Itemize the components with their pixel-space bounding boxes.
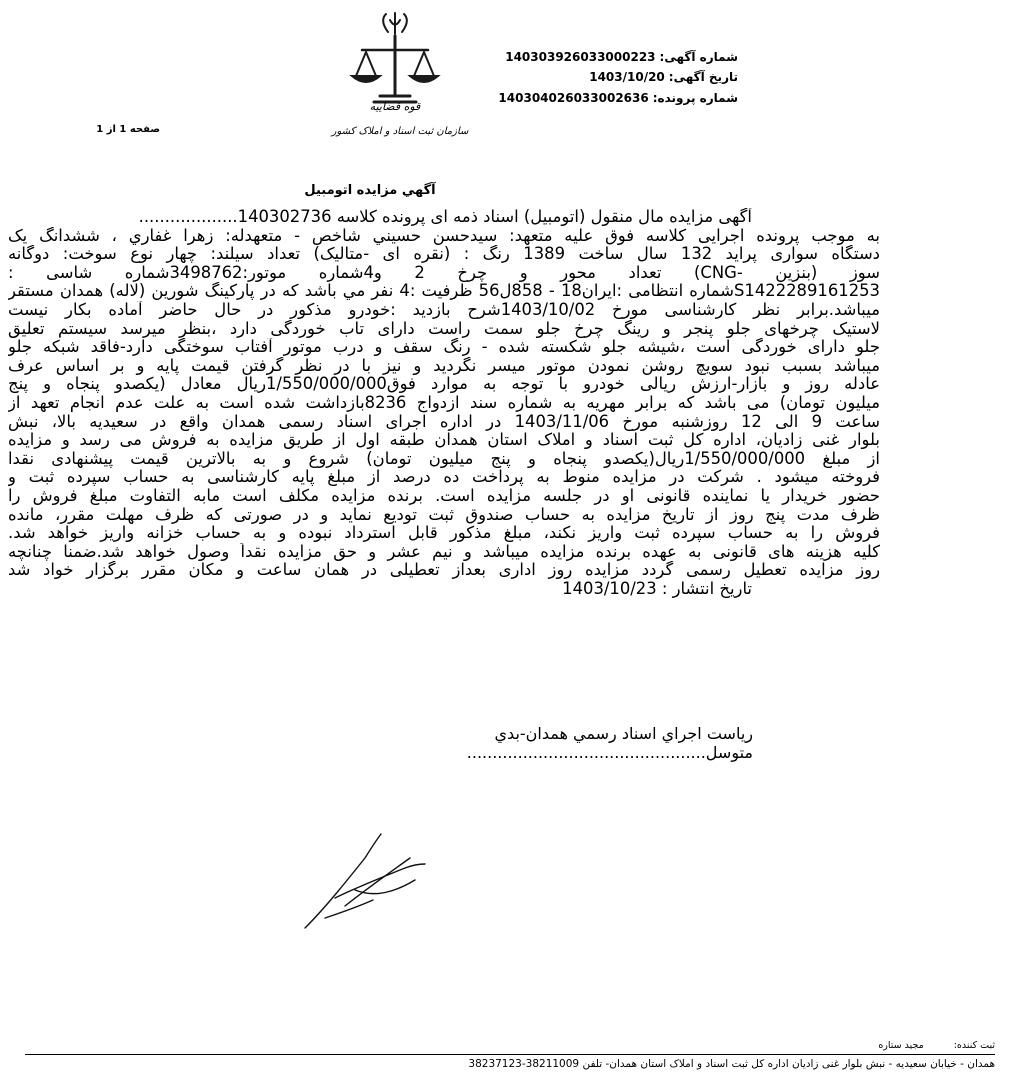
notice-date-row [470,69,738,85]
notice-date-label: تاریخ آگهی: [668,70,738,84]
case-number-value: 140304026033002636 [498,91,649,105]
notice-body [8,208,880,598]
body-line: ظرف مدت پنج روز از تاریخ مزایده به حساب صندوق ثبت تودیع نماید و در صورتی که ظرف مهلت مقرر، مانده [8,505,880,524]
notice-number-row [470,49,738,65]
body-line: لاستیک چرخهای جلو پنجر و رینگ چرخ جلو سمت راست دارای تاب خوردگی دارد ،بنظر میرسد سیستم تعلیق [8,319,880,338]
body-line: فروش را به حساب سپرده ثبت واریز نکند، مبلغ مذکور قابل استرداد نبوده و به حساب خزانه واریز خواهد شد. [8,524,880,543]
judiciary-emblem-logo [330,10,460,160]
body-line: دستگاه سواری پراید 132 سال ساخت 1389 رنگ : (نقره ای -متالیک) تعداد سیلند: چهار نوع سوخت: دوگانه [8,245,880,264]
body-line: میلیون تومان) می باشد که برابر مهریه به شماره سند ازدواج 8236بازداشت شده است به علت عدم انجام تعهد از [8,393,880,412]
body-line: بلوار غنی زادیان، اداره کل ثبت اسناد و املاک استان همدان طبقه اول از طریق مزایده به فروش می رسد و مزایده [8,431,880,450]
body-line: فروخته میشود . شرکت در مزایده منوط به پرداخت ده درصد از مبلغ پایه کارشناسی به حساب سپرده ثبت و [8,468,880,487]
footer-address: همدان - خیابان سعیدیه - نبش بلوار غنی زادیان اداره کل ثبت اسناد و املاک استان همدان- تلفن 38211009-38237123 [468,1058,995,1070]
body-line: حضور خریدار یا نماینده قانونی او در جلسه مزایده است. برنده مزایده مکلف است مابه التفاوت مبلغ فروش را [8,486,880,505]
registrar-label: ثبت کننده: [953,1040,995,1051]
case-number-row [470,90,738,106]
body-line: میباشد.برابر نظر کارشناسی مورخ 1403/10/02شرح بازدید :خودرو مذکور در حال حاضر آماده بکار نیست [8,300,880,319]
body-line: میباشد بسبب نبود سویچ روشن نمودن موتور میسر نگردید و نیز با در نظر گرفتن قیمت پایه و بر اساس عرف [8,356,880,375]
handwritten-signature [285,828,435,938]
notice-number-value: 140303926033000223 [505,50,656,64]
notice-number-label: شماره آگهی: [659,50,738,64]
case-number-label: شماره پرونده: [652,91,738,105]
body-line: آگهی مزایده مال منقول (اتومبیل) اسناد ذمه ای پرونده کلاسه 140302736................... [138,208,752,226]
body-line: روز مزایده تعطیل رسمی گردد مزایده روز اداری بعداز تعطیلی در همان ساعت و مکان مقرر برگزار خواد شد [8,561,880,580]
registrar-name: مجید ستاره [878,1040,924,1051]
signature-line: رياست اجراي اسناد رسمي همدان-بدي متوسل............................................... [466,724,753,762]
body-line: کلیه هزینه های قانونی به عهده برنده مزایده میباشد و نیم عشر و حق مزایده نقداً وصول خواهد شد.ضمنا چنانچه [8,542,880,561]
body-line: از مبلغ 1/550/000/000ریال(یکصدو پنجاه و پنج میلیون تومان) شروع و به بالاترین قیمت پیشنهادی نقدا [8,449,880,468]
body-line: جلو دارای خوردگی است ،شیشه جلو شکسته شده - رنگ سقف و درب موتور آفتاب سوختگی دارد-فاقد شبکه جلو [8,338,880,357]
body-line: S1422289161253شماره انتظامی :ایران18 - 858ل56 ظرفیت :4 نفر مي باشد که در پارکینگ شورین (لاله) همدان مستقر [8,282,880,301]
registrar-row [640,1040,995,1051]
notice-date-value: 1403/10/20 [589,70,665,84]
body-line: عادله روز و بازار-ارزش ریالی خودرو با توجه به موارد فوق1/550/000/000ریال معادل (یکصدو پنجاه و پنج [8,375,880,394]
body-line: ساعت 9 الی 12 روزشنبه مورخ 1403/11/06 در اداره اجرای اسناد رسمی همدان واقع در سعیدیه بالا، نبش [8,412,880,431]
document-title: آگهي مزايده اتومبيل [304,183,436,198]
footer-divider [25,1054,995,1055]
logo-caption-registry: سازمان ثبت اسناد و املاک کشور [331,126,469,137]
body-line: سوز (بنزین -CNG) تعداد محور و چرخ 2 و4شماره موتور:3498762شماره شاسی : [8,263,880,282]
logo-caption-judiciary: قوه قضاییه [369,100,421,113]
page-counter: صفحه 1 از 1 [96,124,160,135]
body-line-publication-date: تاریخ انتشار : 1403/10/23 [562,579,752,598]
body-line: به موجب پرونده اجرایی کلاسه فوق علیه متعهد: سيدحسن حسيني شاخص - متعهدله: زهرا غفاري ، ششدانگ یک [8,226,880,245]
